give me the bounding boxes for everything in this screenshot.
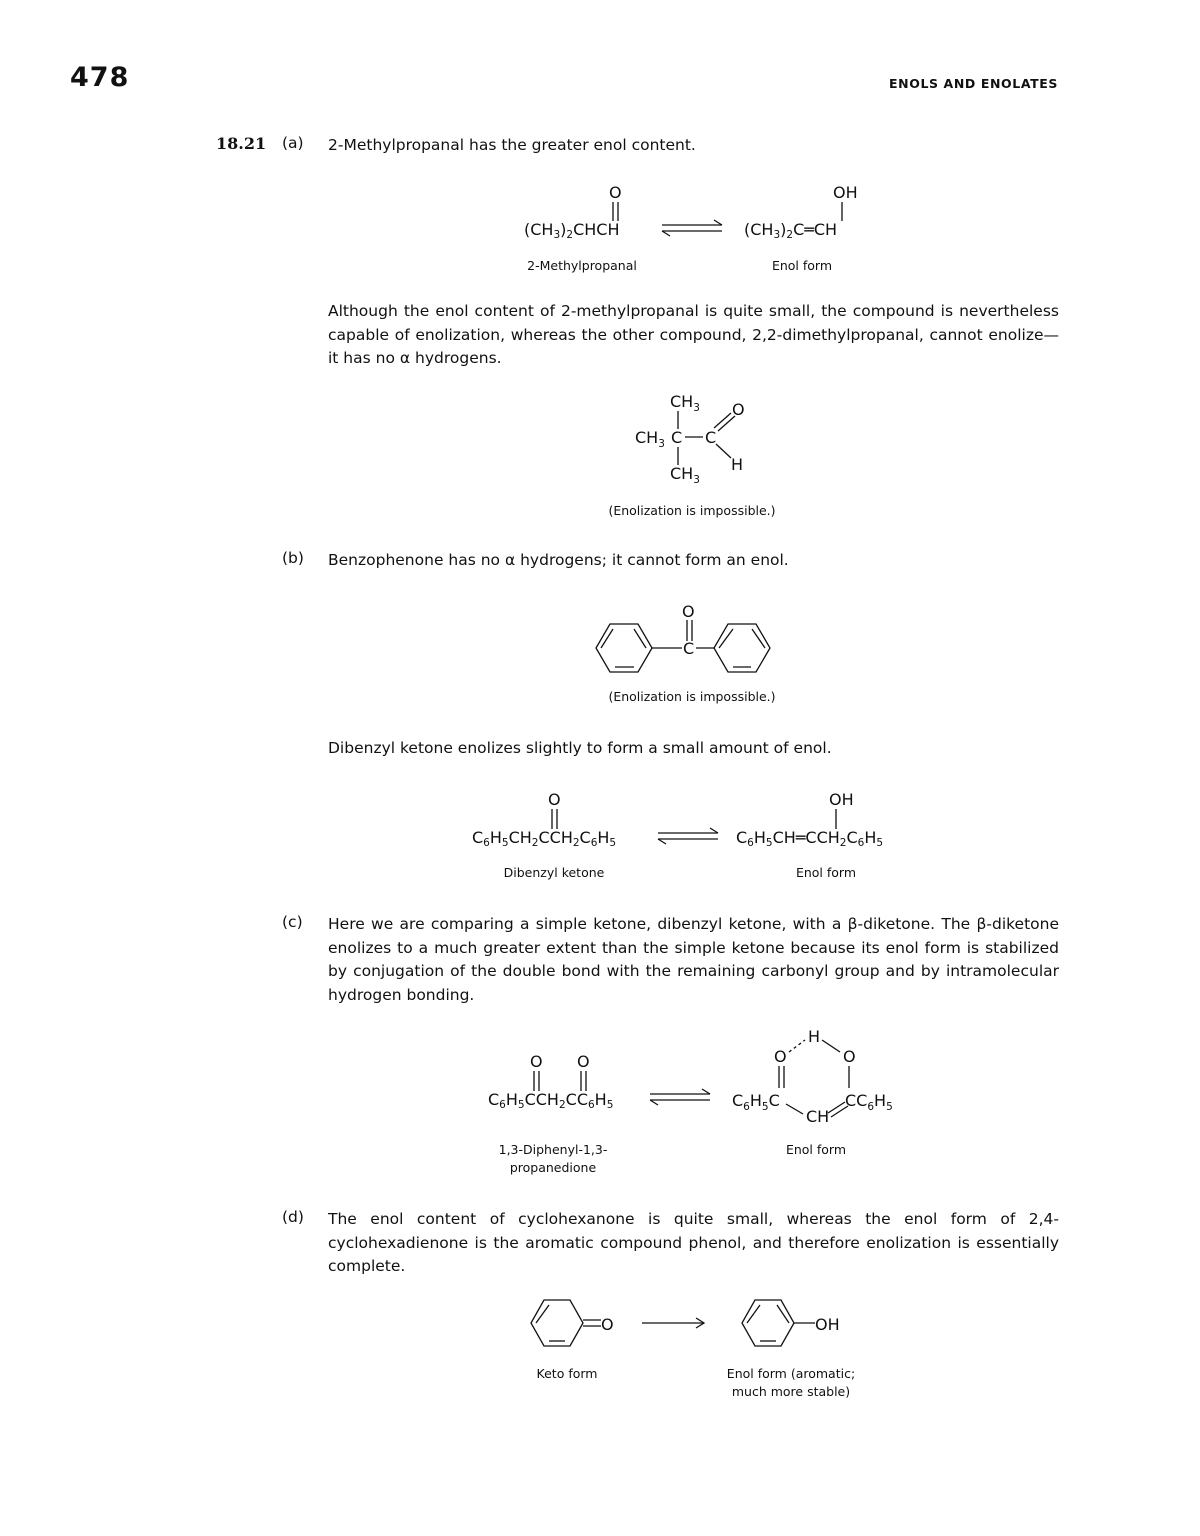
svg-text:H: H xyxy=(808,1027,821,1046)
dimethylpropanal-caption: (Enolization is impossible.) xyxy=(608,503,776,518)
svg-text:OH: OH xyxy=(815,1315,840,1334)
svg-text:CH3: $CH_3$ xyxy=(670,392,700,414)
part-label-a: (a) xyxy=(282,134,304,152)
part-d-statement: The enol content of cyclohexanone is quite small, whereas the enol form of 2,4-cyclohexadienone is the aromatic compound phenol, and therefore enolization is essentially complete. xyxy=(328,1210,1059,1275)
phenol-caption-line1: Enol form (aromatic; xyxy=(726,1366,856,1381)
keto-form-caption: Keto form xyxy=(536,1366,598,1381)
diketone-formula: $C_6H_5CCH_2CC_6H_5$ xyxy=(488,1090,614,1111)
svg-text:C: C xyxy=(683,639,695,658)
svg-text:O: O xyxy=(548,790,561,809)
keto-caption-a: 2-Methylpropanal xyxy=(527,258,637,273)
phenol-caption-line2: much more stable) xyxy=(731,1384,851,1399)
svg-text:CH3: $CH_3$ xyxy=(635,428,665,450)
part-a-explanation: Although the enol content of 2-methylpropanal is quite small, the compound is nevertheless capable of enolization, whereas the other compound, 2,2-dimethylpropanal, cannot enolize—it has no α hydrogens. xyxy=(328,302,1059,367)
enol-formula-a: $(CH_3)_2C═CH$ xyxy=(744,220,838,241)
svg-text:H: H xyxy=(731,455,744,474)
enol-caption-a: Enol form xyxy=(771,258,833,273)
svg-text:C: C xyxy=(671,428,683,447)
svg-text:C: C xyxy=(705,428,717,447)
dibenzyl-enol-formula: $C_6H_5CH═CCH_2C_6H_5$ xyxy=(736,828,884,849)
svg-text:O: O xyxy=(577,1052,590,1071)
diketone-caption-line2: propanedione xyxy=(509,1160,597,1175)
svg-text:O: O xyxy=(682,602,695,621)
page-number: 478 xyxy=(70,62,130,93)
problem-number: 18.21 xyxy=(216,134,267,153)
svg-text:O: O xyxy=(732,400,745,419)
svg-text:O: O xyxy=(843,1047,856,1066)
svg-text:CH: CH xyxy=(806,1107,830,1126)
svg-text:OH: OH xyxy=(833,183,858,202)
svg-text:O: O xyxy=(530,1052,543,1071)
part-c-statement: Here we are comparing a simple ketone, dibenzyl ketone, with a β-diketone. The β-diketone enolizes to a much greater extent than the simple ketone because its enol form is stabilized by conjugation of the double bond with the remaining carbonyl group and by intramolecular hydrogen bonding. xyxy=(328,915,1059,1004)
dibenzyl-keto-caption: Dibenzyl ketone xyxy=(503,865,605,880)
svg-text:O: O xyxy=(774,1047,787,1066)
part-label-d: (d) xyxy=(282,1208,304,1226)
benzophenone-caption: (Enolization is impossible.) xyxy=(608,689,776,704)
svg-text:OH: OH xyxy=(829,790,854,809)
diketone-enol-caption: Enol form xyxy=(785,1142,847,1157)
part-label-b: (b) xyxy=(282,549,304,567)
running-head: ENOLS AND ENOLATES xyxy=(889,76,1058,91)
svg-text:C6H5C: $C_6H_5C$ xyxy=(732,1091,780,1113)
svg-text:O: O xyxy=(609,183,622,202)
svg-text:O: O xyxy=(601,1315,614,1334)
svg-text:CC6H5: $CC_6H_5$ xyxy=(845,1091,893,1113)
diketone-caption-line1: 1,3-Diphenyl-1,3- xyxy=(498,1142,608,1157)
dibenzyl-ketone-formula: $C_6H_5CH_2CCH_2C_6H_5$ xyxy=(472,828,617,849)
dibenzyl-enol-caption: Enol form xyxy=(795,865,857,880)
methylpropanal-formula: $(CH_3)_2CHCH$ xyxy=(524,220,620,241)
part-a-statement: 2-Methylpropanal has the greater enol content. xyxy=(328,136,696,154)
dibenzyl-statement: Dibenzyl ketone enolizes slightly to form a small amount of enol. xyxy=(328,739,832,757)
part-b-statement: Benzophenone has no α hydrogens; it cannot form an enol. xyxy=(328,551,789,569)
part-label-c: (c) xyxy=(282,913,303,931)
svg-text:CH3: $CH_3$ xyxy=(670,464,700,486)
